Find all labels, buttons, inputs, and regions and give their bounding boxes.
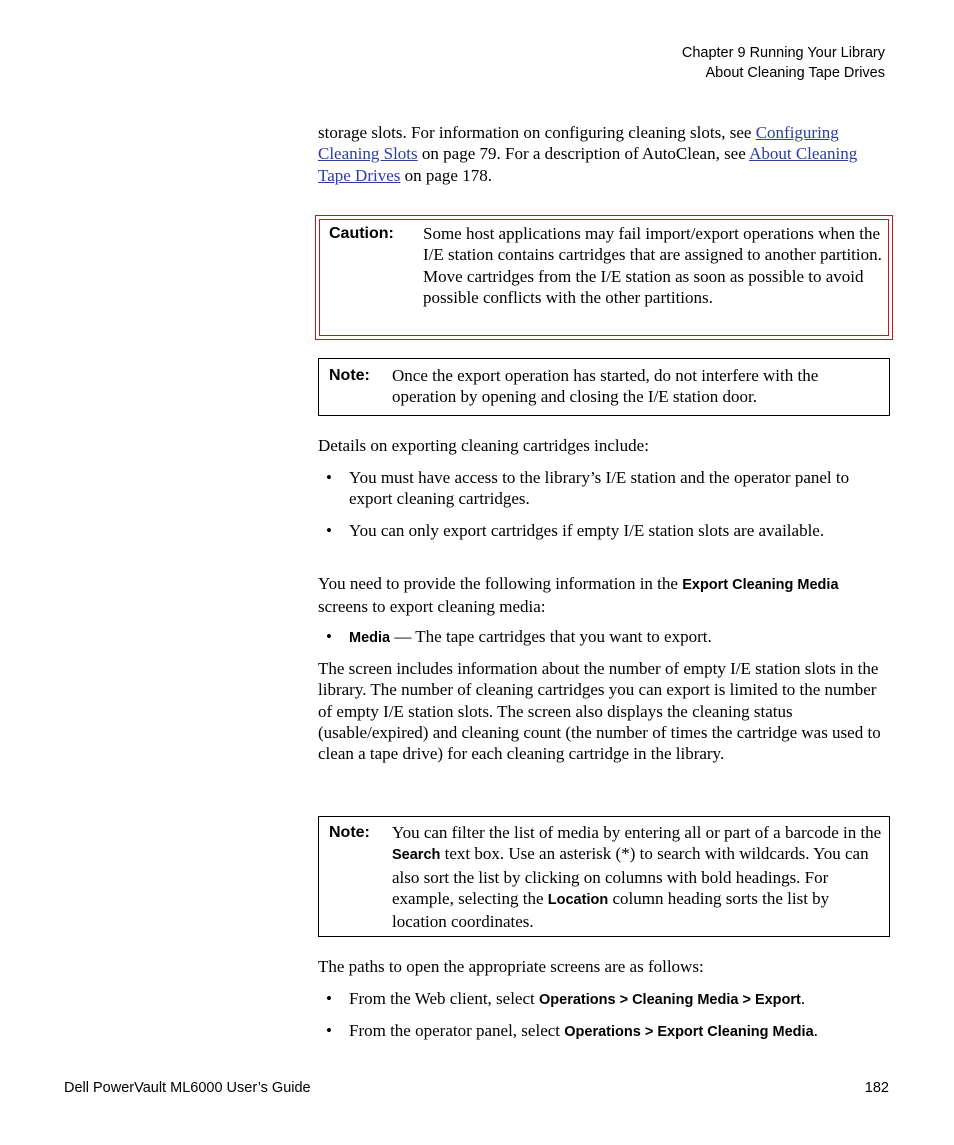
note2-text-2: text box. Use an asterisk (*) to search with wildcards. You can also sort the list by clicking on columns with bold headings. For example, selecting the (392, 844, 869, 908)
details-intro: Details on exporting cleaning cartridges include: (318, 436, 649, 455)
note2-text-3: column heading sorts the list by location coordinates. (392, 888, 830, 932)
bullet-icon: • (326, 521, 332, 540)
caution-box (315, 215, 893, 340)
caution-label: Caution: (329, 225, 394, 242)
bullet-icon: • (326, 468, 332, 487)
about-cleaning-tape-drives-link[interactable]: About Cleaning Tape Drives (318, 144, 858, 185)
intro-text-3: on page 178. (400, 165, 492, 185)
note-label: Note: (329, 367, 370, 384)
provide-paragraph (318, 573, 890, 618)
provide-text-2: screens to export cleaning media: (318, 597, 546, 617)
path-operator-panel (349, 1020, 894, 1043)
bullet-icon: • (326, 627, 332, 646)
list-item-text: You can only export cartridges if empty I/E station slots are available. (349, 521, 825, 540)
export-cleaning-media-ui-term: Export Cleaning Media (682, 577, 839, 593)
note-box-filter (318, 816, 890, 937)
path-ui-term: Operations > Export Cleaning Media (564, 1024, 814, 1040)
intro-text-2: on page 79. For a description of AutoClean, see (417, 144, 750, 164)
paths-intro: The paths to open the appropriate screens are as follows: (318, 957, 704, 976)
path-web-client (349, 988, 894, 1011)
location-ui-term: Location (547, 891, 609, 908)
configuring-cleaning-slots-link[interactable]: Configuring Cleaning Slots (318, 123, 839, 164)
note-box-export (318, 358, 890, 416)
footer-title: Dell PowerVault ML6000 User’s Guide (64, 1080, 311, 1096)
provide-text-1: You need to provide the following information in the (318, 574, 683, 593)
intro-text-1: storage slots. For information on configuring cleaning slots, see (318, 123, 756, 142)
path-text: From the Web client, select (349, 989, 539, 1008)
path-text: From the operator panel, select (349, 1021, 565, 1040)
screen-info-paragraph: The screen includes information about the number of empty I/E station slots in the library. The number of cleaning cartridges you can export is limited to the number of empty I/E station slots. The screen also displays the cleaning status (usable/expired) and cleaning count (the number of times the cartridge was used to clean a tape drive) for each cleaning cartridge in the library. (318, 659, 881, 764)
search-ui-term: Search (392, 847, 441, 864)
bullet-icon: • (326, 989, 332, 1008)
note-text (392, 822, 884, 932)
path-end: . (800, 989, 806, 1008)
caution-text: Some host applications may fail import/export operations when the I/E station contains cartridges that are assigned to another partition. Move cartridges from the I/E station as soon as possible to avoid possible conflicts with the other partitions. (423, 224, 882, 307)
list-item-text: You must have access to the library’s I/E station and the operator panel to export cleaning cartridges. (349, 468, 850, 509)
bullet-icon: • (326, 1021, 332, 1040)
running-header-chapter: Chapter 9 Running Your Library (681, 45, 885, 61)
media-bullet-desc: — The tape cartridges that you want to export. (390, 627, 712, 646)
intro-paragraph (318, 122, 890, 186)
running-header-section: About Cleaning Tape Drives (705, 65, 885, 81)
media-ui-term: Media (349, 630, 391, 646)
media-bullet-text (349, 626, 894, 649)
path-end: . (813, 1021, 818, 1040)
note-text: Once the export operation has started, do not interfere with the operation by opening and closing the I/E station door. (392, 366, 819, 407)
note2-text-1: You can filter the list of media by entering all or part of a barcode in the (392, 823, 882, 842)
path-ui-term: Operations > Cleaning Media > Export (539, 992, 801, 1008)
page-number: 182 (864, 1080, 889, 1096)
note-label: Note: (329, 824, 370, 841)
